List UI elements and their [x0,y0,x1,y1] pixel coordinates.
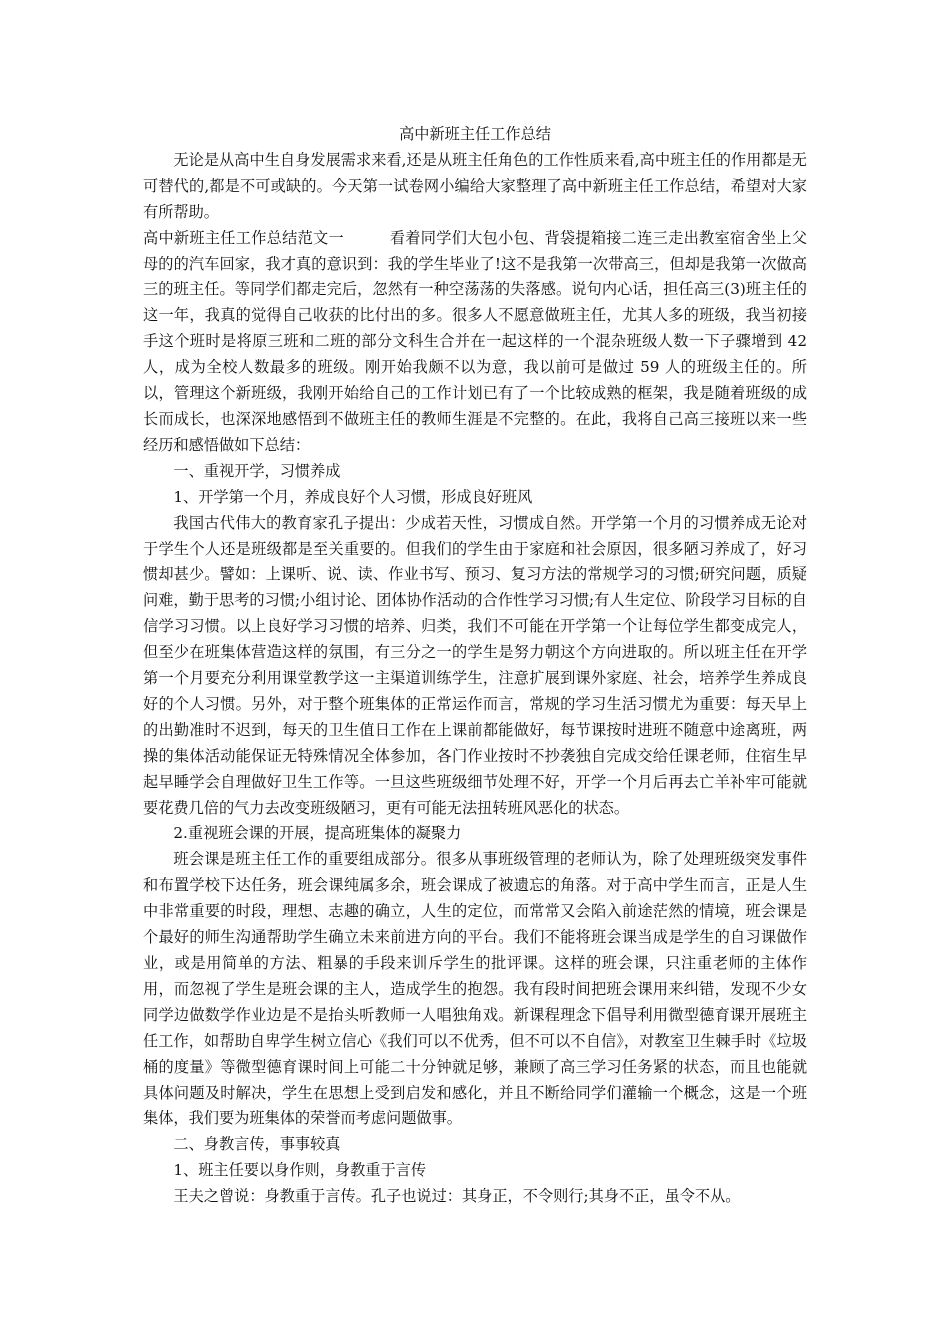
intro-paragraph: 无论是从高中生自身发展需求来看,还是从班主任角色的工作性质来看,高中班主任的作用都是无可替代的,都是不可或缺的。今天第一试卷网小编给大家整理了高中新班主任工作总结，希望对大家有所帮助。 [143,150,807,221]
section-heading-2: 二、身教言传，事事较真 [173,1135,341,1154]
item-paragraph-3: 王夫之曾说：身教重于言传。孔子也说过：其身正，不令则行;其身不正，虽令不从。 [173,1187,741,1206]
document-page [143,122,807,1210]
document-title: 高中新班主任工作总结 [399,125,551,143]
item-heading-1: 1、开学第一个月，养成良好个人习惯，形成良好班风 [173,487,533,506]
item-heading-2: 2.重视班会课的开展，提高班集体的凝聚力 [173,824,462,843]
item-heading-3: 1、班主任要以身作则，身教重于言传 [173,1161,427,1180]
sample-paragraph: 看着同学们大包小包、背袋提箱接二连三走出教室宿舍坐上父母的的汽车回家，我才真的意识到：我的学生毕业了!这不是我第一次带高三，但却是我第一次做高三的班主任。等同学们都走完后，忽然有一种空荡荡的失落感。说句内心话，担任高三(3)班主任的这一年，我真的觉得自己收获的比付出的多。很多人不愿意做班主任，尤其人多的班级，我当初接手这个班时是将原三班和二班的部分文科生合并在一起这样的一个混杂班级人数一下子骤增到 42 人，成为全校人数最多的班级。刚开始我颇不以为意，我以前可是做过 59 人的班级主任的。所以，管理这个新班级，我刚开始给自己的工作计划已有了一个比较成熟的框架，我是随着班级的成长而成长，也深深地感悟到不做班主任的教师生涯是不完整的。在此，我将自己高三接班以来一些经历和感悟做如下总结： [143,228,808,454]
item-paragraph-2: 班会课是班主任工作的重要组成部分。很多从事班级管理的老师认为，除了处理班级突发事件和布置学校下达任务，班会课纯属多余，班会课成了被遗忘的角落。对于高中学生而言，正是人生中非常重要的时段，理想、志趣的确立，人生的定位，而常常又会陷入前途茫然的情境，班会课是个最好的师生沟通帮助学生确立未来前进方向的平台。我们不能将班会课当成是学生的自习课做作业，或是用简单的方法、粗暴的手段来训斥学生的批评课。这样的班会课，只注重老师的主体作用，而忽视了学生是班会课的主人，造成学生的抱怨。我有段时间把班会课用来纠错，发现不少女同学边做数学作业边是不是抬头听教师一人唱独角戏。新课程理念下倡导利用微型德育课开展班主任工作，如帮助自卑学生树立信心《我们可以不优秀，但不可以不自信》，对教室卫生棘手时《垃圾桶的度量》等微型德育课时间上可能二十分钟就足够，兼顾了高三学习任务紧的状态，而且也能就具体问题及时解决，学生在思想上受到启发和感化，并且不断给同学们灌输一个概念，这是一个班集体，我们要为班集体的荣誉而考虑问题做事。 [143,850,807,1128]
sample-paragraph-block [143,226,807,459]
item-paragraph-1: 我国古代伟大的教育家孔子提出：少成若天性，习惯成自然。开学第一个月的习惯养成无论对于学生个人还是班级都是至关重要的。但我们的学生由于家庭和社会原因，很多陋习养成了，好习惯却甚少。譬如：上课听、说、读、作业书写、预习、复习方法的常规学习的习惯;研究问题，质疑问难，勤于思考的习惯;小组讨论、团体协作活动的合作性学习习惯;有人生定位、阶段学习目标的自信学习习惯。以上良好学习习惯的培养、归类，我们不可能在开学第一个让每位学生都变成完人，但至少在班集体营造这样的氛围，有三分之一的学生是努力朝这个方向进取的。所以班主任在开学第一个月要充分利用课堂教学这一主渠道训练学生，注意扩展到课外家庭、社会，培养学生养成良好的个人习惯。另外，对于整个班集体的正常运作而言，常规的学习生活习惯尤为重要：每天早上的出勤准时不迟到，每天的卫生值日工作在上课前都能做好，每节课按时进班不随意中途离班，两操的集体活动能保证无特殊情况全体参加，各门作业按时不抄袭独自完成交给任课老师，住宿生早起早睡学会自理做好卫生工作等。一旦这些班级细节处理不好，开学一个月后再去亡羊补牢可能就要花费几倍的气力去改变班级陋习，更有可能无法扭转班风恶化的状态。 [143,513,807,817]
section-heading-1: 一、重视开学，习惯养成 [173,461,341,480]
sample-heading: 高中新班主任工作总结范文一 [143,228,344,247]
